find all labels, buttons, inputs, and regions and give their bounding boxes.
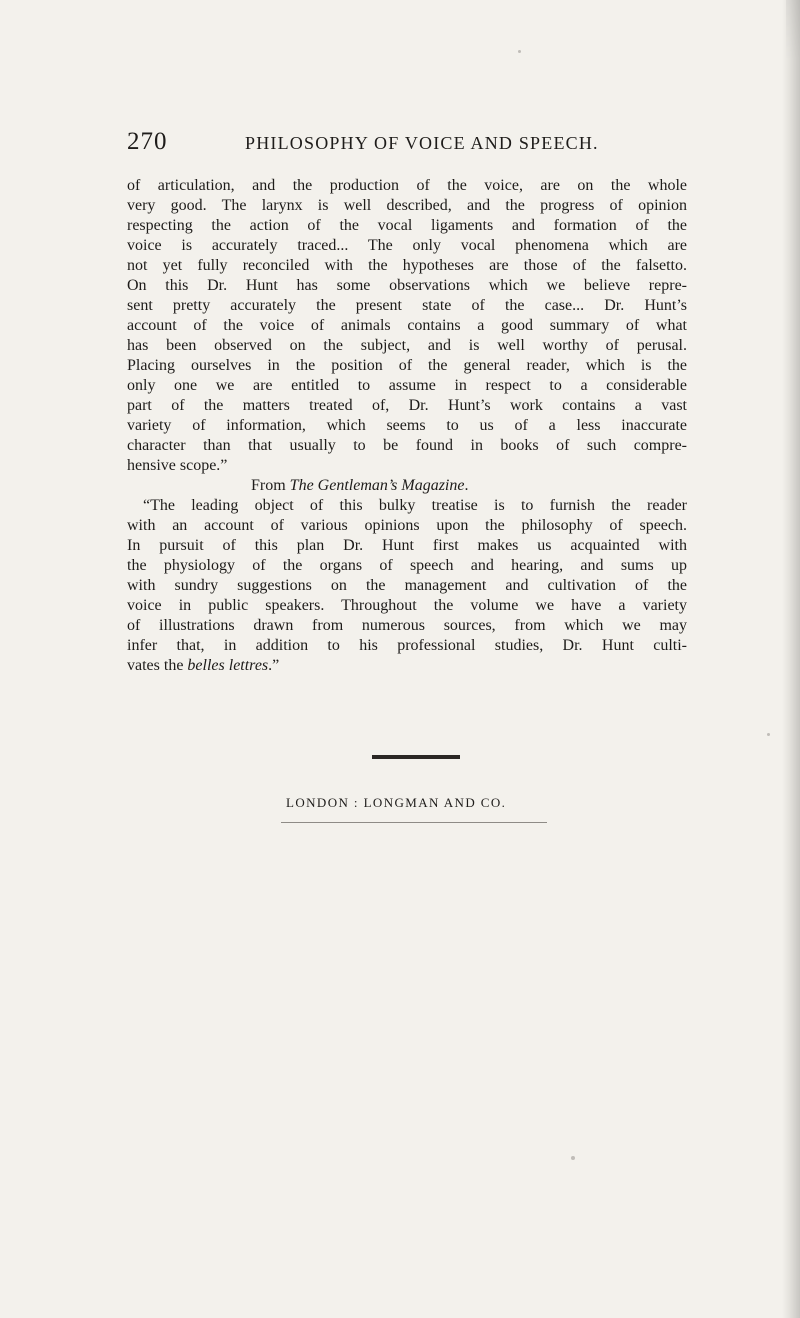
- body-line: variety of information, which seems to us of a less inaccurate: [127, 417, 687, 434]
- ink-speck: [518, 50, 521, 53]
- page-edge-shadow: [782, 0, 800, 1318]
- body-line: of articulation, and the production of the voice, are on the whole: [127, 177, 687, 194]
- quote-line: voice in public speakers. Throughout the volume we have a variety: [127, 597, 687, 614]
- final-suffix: .”: [268, 657, 280, 674]
- ink-speck: [767, 733, 770, 736]
- body-line: character than that usually to be found in books of such compre-: [127, 437, 687, 454]
- body-line: respecting the action of the vocal ligaments and formation of the: [127, 217, 687, 234]
- page-edge-highlight: [786, 0, 800, 60]
- running-head: [127, 128, 599, 156]
- body-line: not yet fully reconciled with the hypotheses are those of the falsetto.: [127, 257, 687, 274]
- running-title: PHILOSOPHY OF VOICE AND SPEECH.: [245, 133, 599, 153]
- section-rule: [372, 755, 460, 759]
- body-line: only one we are entitled to assume in respect to a considerable: [127, 377, 687, 394]
- final-italic: belles lettres: [187, 657, 269, 674]
- body-line: part of the matters treated of, Dr. Hunt’s work contains a vast: [127, 397, 687, 414]
- body-line: very good. The larynx is well described, and the progress of opinion: [127, 197, 687, 214]
- final-prefix: vates the: [127, 657, 188, 674]
- body-line: account of the voice of animals contains a good summary of what: [127, 317, 687, 334]
- source-line: [127, 476, 687, 496]
- publisher-imprint: LONDON : LONGMAN AND CO.: [286, 795, 507, 810]
- quote-line: the physiology of the organs of speech and hearing, and sums up: [127, 557, 687, 574]
- source-prefix: From: [251, 477, 290, 494]
- body-line: sent pretty accurately the present state of the case... Dr. Hunt’s: [127, 297, 687, 314]
- quote-line: In pursuit of this plan Dr. Hunt first makes us acquainted with: [127, 537, 687, 554]
- quote-line: with sundry suggestions on the management and cultivation of the: [127, 577, 687, 594]
- quote-line: of illustrations drawn from numerous sources, from which we may: [127, 617, 687, 634]
- page-number: 270: [127, 128, 168, 155]
- bottom-rule: [281, 822, 547, 823]
- source-title: The Gentleman’s Magazine: [289, 477, 465, 494]
- body-text: [127, 176, 687, 676]
- body-line: voice is accurately traced... The only vocal phenomena which are: [127, 237, 687, 254]
- ink-speck: [571, 1156, 575, 1160]
- body-line: has been observed on the subject, and is well worthy of perusal.: [127, 337, 687, 354]
- body-line: Placing ourselves in the position of the general reader, which is the: [127, 357, 687, 374]
- quote-line: “The leading object of this bulky treatise is to furnish the reader: [143, 497, 687, 514]
- quote-final-line: [127, 656, 687, 676]
- body-line: On this Dr. Hunt has some observations which we believe repre-: [127, 277, 687, 294]
- body-line: hensive scope.”: [127, 457, 228, 474]
- source-suffix: .: [464, 477, 469, 494]
- quote-line: infer that, in addition to his professional studies, Dr. Hunt culti-: [127, 637, 687, 654]
- quote-line: with an account of various opinions upon the philosophy of speech.: [127, 517, 687, 534]
